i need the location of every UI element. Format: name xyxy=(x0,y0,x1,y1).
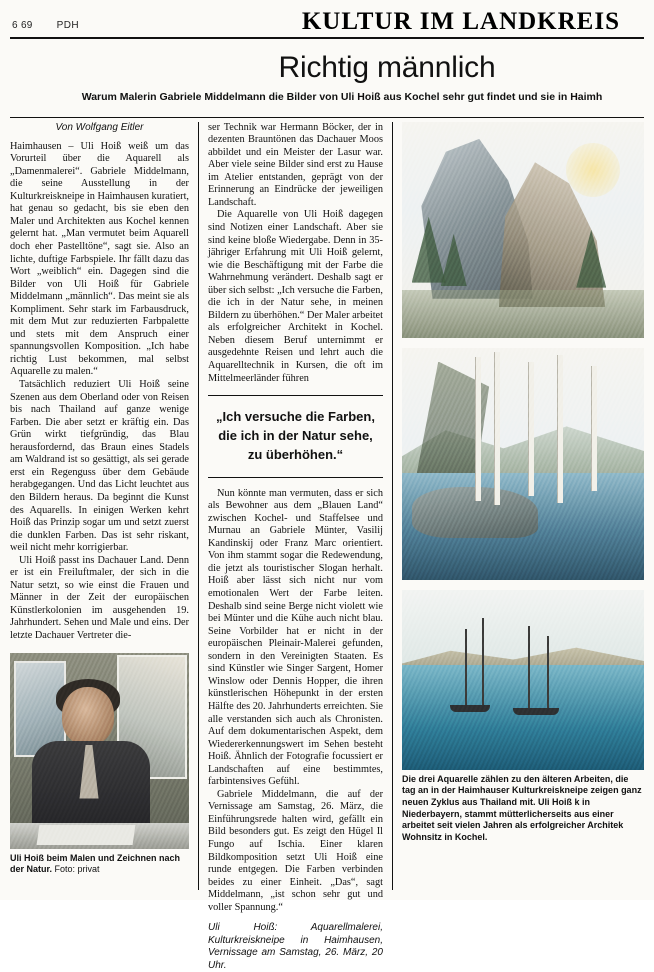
headline-zone xyxy=(10,39,644,111)
article-headline: Richtig männlich xyxy=(278,51,496,84)
paragraph: ser Technik war Hermann Böcker, der in dezenten Brauntönen das Dachauer Moos abbildet und ein Meister der Lasur war. Aber viele seine Bilder sind erst zu Hause im Atelier entstanden, geprägt von der Erinnerung an Eindrücke der jeweiligen Landschaft. xyxy=(208,121,383,208)
pullquote-rule-top xyxy=(208,395,383,396)
headline-rule xyxy=(10,117,644,118)
photo-credit: Foto: privat xyxy=(54,863,100,874)
event-info: Uli Hoiß: Aquarellmalerei, Kulturkreiskneipe in Haimhausen, Vernissage am Samstag, 26. März, 20 Uhr. xyxy=(208,922,383,971)
photo-caption-text: Uli Hoiß beim Malen und Zeichnen nach der Natur. xyxy=(10,852,181,874)
photo-painter xyxy=(10,653,189,849)
masthead xyxy=(10,6,644,34)
column-one xyxy=(10,122,198,890)
page-folio: 6 69 xyxy=(12,20,33,31)
watercolor-rocky-cliff-image xyxy=(402,122,644,338)
pullquote: „Ich versuche die Farben, die ich in der Natur sehe, zu überhöhen.“ xyxy=(216,409,375,462)
section-title: KULTUR IM LANDKREIS xyxy=(301,8,620,35)
column-three xyxy=(392,122,644,890)
watercolor-birch-lake-image xyxy=(402,348,644,580)
paragraph: Uli Hoiß passt ins Dachauer Land. Denn er ist ein Freiluftmaler, der sich in die Natur setzt, so wie einst die Frauen und Männer in der Zeit der europäischen Künstlerkolonien im ausgehenden 19. Jahrhundert. Sehen und Male und eins. Der letzte Dachauer Vertreter die- xyxy=(10,554,189,641)
article-columns xyxy=(10,121,644,971)
paragraph: Tatsächlich reduziert Uli Hoiß seine Szenen aus dem Oberland oder von Reisen bis nach Thailand auf ganze wenige Farben. Die aber setzt er kräftig ein. Das Grün wirkt tiefgründig, das Blau herausfordernd, das Braun eines Stadels am Waldrand ist so gesättigt, als sei gerade erst ein Regenguss über dem Gebäude herabgegangen. Und das Licht leuchtet aus den Bildern heraus. Da beginnt die Kunst des Aquarells. In einigen Werken kehrt Hoiß das Prinzip sogar um und setzt zuerst die dunklen Farben. Das ist sehr riskant, weil nicht mehr korrigierbar. xyxy=(10,379,189,554)
paragraph: Nun könnte man vermuten, dass er sich als Bewohner aus dem „Blauen Land“ zwischen Kochel- und Staffelsee und Murnau an Gabriele Münter, Vasilij Kandinskij oder Franz Marc orientiert. Von ihm stammt sogar die Redewendung, die jetzt als touristischer Slogan herhalt. Hoiß aber lässt sich nicht nur vom emotionalen Wert der Farbe leiten. Deshalb sind seine Berge nicht violett wie bei Münter und die Kühe auch nicht blau. Seine Vorbilder hat er nicht in der europäischen Pleinair-Malerei gefunden, sondern in den Vereinigten Staaten. Es sind Künstler wie Singer Sargent, Homer Winslow oder Dennis Hopper, die ihren künstlerischen Höhepunkt in der ersten Hälfte des 20. Jahrhunderts erreichten. Sie alle verstanden sich auch als Chronisten. Auf dem dokumentarischen Aspekt, dem Wiedererkennungswert im Sehen besteht Hoiß. Ähnlich der Fotografie focussiert er Landschaften auf eine bestimmtes, farbintensives Gefühl. xyxy=(208,487,383,788)
paragraph: Gabriele Middelmann, die auf der Vernissage am Samstag, 26. März, die Einführungsrede halten wird, gefällt ein Bild besonders gut. Es zeigt den Hügel Il Fungo auf Ischia. Einer klaren Bildkomposition setzt Uli Hoiß eine runde entgegen. Die Farben verbinden beides zu einer Einheit. „Das“, sagt Middelmann, „ist schon sehr gut und voller Spannung.“ xyxy=(208,788,383,913)
byline: Von Wolfgang Eitler xyxy=(55,121,144,133)
watercolor-harbour-boats-image xyxy=(402,590,644,770)
edition-code: PDH xyxy=(56,20,79,31)
column-two xyxy=(198,121,392,971)
article-subhead: Warum Malerin Gabriele Middelmann die Bilder von Uli Hoiß aus Kochel sehr gut findet und sie in Haimh xyxy=(81,91,603,103)
photo-caption xyxy=(10,853,189,876)
watercolors-caption: Die drei Aquarelle zählen zu den älteren Arbeiten, die tag an in der Haimhauser Kulturkreiskneipe zeigen ganz neuen Zyklus aus Thailand mit. Uli Hoiß k in Niederbayern, stammt mütterlicherseits aus einer arbeitet seit vielen Jahren als erfolgreicher Architek Wohnsitz in Kochel. xyxy=(402,773,642,843)
pullquote-rule-bottom xyxy=(208,477,383,478)
paragraph: Die Aquarelle von Uli Hoiß dagegen sind Notizen einer Landschaft. Aber sie sind keine bloße Wiedergabe. Denn in 35-jähriger Erfahrung mit Uli Hoiß gelernt, wie die Beschäftigung mit der Farbe die Wahrnehmung verändert. Deshalb sagt er über sich selbst: „Ich versuche die Farben, die ich in der Natur sehe, in meinen Bildern zu überhöhen.“ Der Maler arbeitet als erfolgreicher Architekt in Kochel. Neben diesem Beruf unternimmt er ausgedehnte Reisen und lehrt auch die Aquarelltechnik in Kursen, die oft im Mittelmeerländer führen xyxy=(208,209,383,384)
paragraph: Haimhausen – Uli Hoiß weiß um das Vorurteil über die Aquarell als „Damenmalerei“. Gabriele Middelmann, die seine Ausstellung in der Kulturkreiskneipe in Haimhausen kuratiert, hat genau so gedacht, bis sie eben den Maler und Architekten aus Kochel kennen gelernt hat. „Man vermutet beim Aquarell doch eher Pastelltöne“, sagt sie. Also an lichte, duftige Farbspiele. Ihr fällt dazu das Wort „weiblich“ ein. Dagegen sind die Bilder von Uli Hoiß für Gabriele Middelmann „männlich“. Das meint sie als Kompliment. Sehr stark im Farbausdruck, mit dem Mut zur reduzierten Farbpalette und stets mit dem Anspruch einer spannungsvollen Komposition. „Ich habe richtig Lust bekommen, mal selbst Aquarelle zu malen.“ xyxy=(10,140,189,378)
